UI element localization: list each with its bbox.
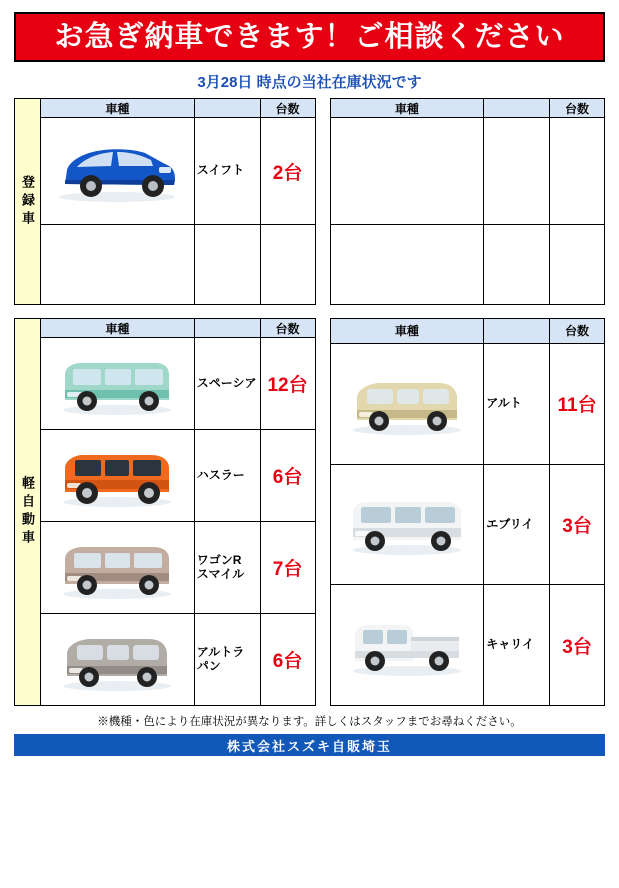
cell-qty: 3台 [550, 464, 605, 585]
company-name: 株式会社スズキ自販埼玉 [226, 738, 392, 754]
section-label-kei [14, 318, 40, 706]
cell-model-name-empty [484, 225, 550, 305]
car-alto-cream-icon [331, 344, 484, 464]
cell-qty: 7台 [260, 522, 315, 614]
registered-table-right [330, 98, 606, 305]
table-row-empty [330, 118, 605, 225]
cell-car-image [330, 585, 484, 706]
table-row-empty [330, 225, 605, 305]
cell-qty: 12台 [260, 338, 315, 430]
kei-columns [40, 318, 605, 706]
header-model-left: 車種 [41, 319, 195, 338]
cell-model-name: ハスラー [194, 430, 260, 522]
cell-model-name-line2: スマイル [196, 566, 245, 581]
headline-banner [14, 12, 605, 62]
cell-qty: 2台 [260, 118, 315, 225]
table-row [41, 430, 316, 522]
header-model-right: 車種 [330, 319, 484, 344]
cell-car-image [330, 343, 484, 464]
kei-table-left [40, 318, 316, 706]
table-row [41, 338, 316, 430]
cell-qty-empty [260, 225, 315, 305]
table-row [41, 522, 316, 614]
cell-car-image-empty [330, 225, 484, 305]
cell-qty: 6台 [260, 430, 315, 522]
header-model-left-spacer [194, 319, 260, 338]
header-qty-left: 台数 [260, 99, 315, 118]
section-label-registered-text: 登録車 [20, 174, 35, 229]
cell-qty: 11台 [550, 343, 605, 464]
table-header-row [41, 99, 316, 118]
disclaimer-text: ※機種・色により在庫状況が異なります。詳しくはスタッフまでお尋ねください。 [97, 716, 522, 728]
cell-qty-empty [550, 118, 605, 225]
cell-model-name-line1: ワゴンR [196, 552, 242, 567]
header-qty-right: 台数 [550, 99, 605, 118]
table-row-empty [41, 225, 316, 305]
table-header-row [330, 319, 605, 344]
header-model-left-spacer [194, 99, 260, 118]
cell-model-name-empty [484, 118, 550, 225]
cell-qty-empty [550, 225, 605, 305]
cell-car-image [41, 522, 195, 614]
flyer-page [0, 12, 619, 888]
car-carry-white-truck-icon [331, 585, 484, 705]
cell-car-image [41, 118, 195, 225]
car-hustler-orange-icon [41, 430, 194, 521]
header-model-right-spacer [484, 319, 550, 344]
table-header-row [330, 99, 605, 118]
footer-bar [14, 734, 605, 756]
header-model-right-spacer [484, 99, 550, 118]
car-wagonr-smile-beige-icon [41, 522, 194, 613]
car-alto-lapin-gray-icon [41, 614, 194, 705]
cell-car-image [41, 430, 195, 522]
header-qty-right: 台数 [550, 319, 605, 344]
table-row [330, 464, 605, 585]
section-kei-cars [14, 318, 605, 706]
cell-model-name: キャリイ [484, 585, 550, 706]
car-spacia-green-icon [41, 338, 194, 429]
header-model-left: 車種 [41, 99, 195, 118]
table-row [41, 614, 316, 706]
section-registered-cars [14, 98, 605, 305]
cell-car-image-empty [41, 225, 195, 305]
cell-model-name-line1: アルトラ [196, 644, 245, 659]
registered-columns [40, 98, 605, 305]
cell-car-image [41, 614, 195, 706]
table-row [330, 585, 605, 706]
cell-qty: 3台 [550, 585, 605, 706]
cell-model-name-line2: パン [196, 658, 221, 673]
kei-table-right [330, 318, 606, 706]
cell-model-name: スイフト [194, 118, 260, 225]
registered-table-left [40, 98, 316, 305]
cell-model-name [194, 614, 260, 706]
cell-car-image-empty [330, 118, 484, 225]
cell-model-name-empty [194, 225, 260, 305]
cell-qty: 6台 [260, 614, 315, 706]
car-swift-blue-icon [41, 118, 194, 224]
cell-car-image [330, 464, 484, 585]
cell-model-name: アルト [484, 343, 550, 464]
table-header-row [41, 319, 316, 338]
cell-model-name [194, 522, 260, 614]
section-label-registered [14, 98, 40, 305]
section-label-kei-text: 軽自動車 [20, 476, 35, 548]
header-qty-left: 台数 [260, 319, 315, 338]
header-model-right: 車種 [330, 99, 484, 118]
cell-model-name: エブリイ [484, 464, 550, 585]
car-every-white-icon [331, 465, 484, 585]
table-row [330, 343, 605, 464]
subtitle-text: 3月28日 時点の当社在庫状況です [197, 74, 422, 91]
table-row [41, 118, 316, 225]
headline-text: お急ぎ納車できます！ご相談ください [54, 20, 565, 53]
cell-car-image [41, 338, 195, 430]
section-gap [14, 305, 605, 318]
cell-model-name: スペーシア [194, 338, 260, 430]
